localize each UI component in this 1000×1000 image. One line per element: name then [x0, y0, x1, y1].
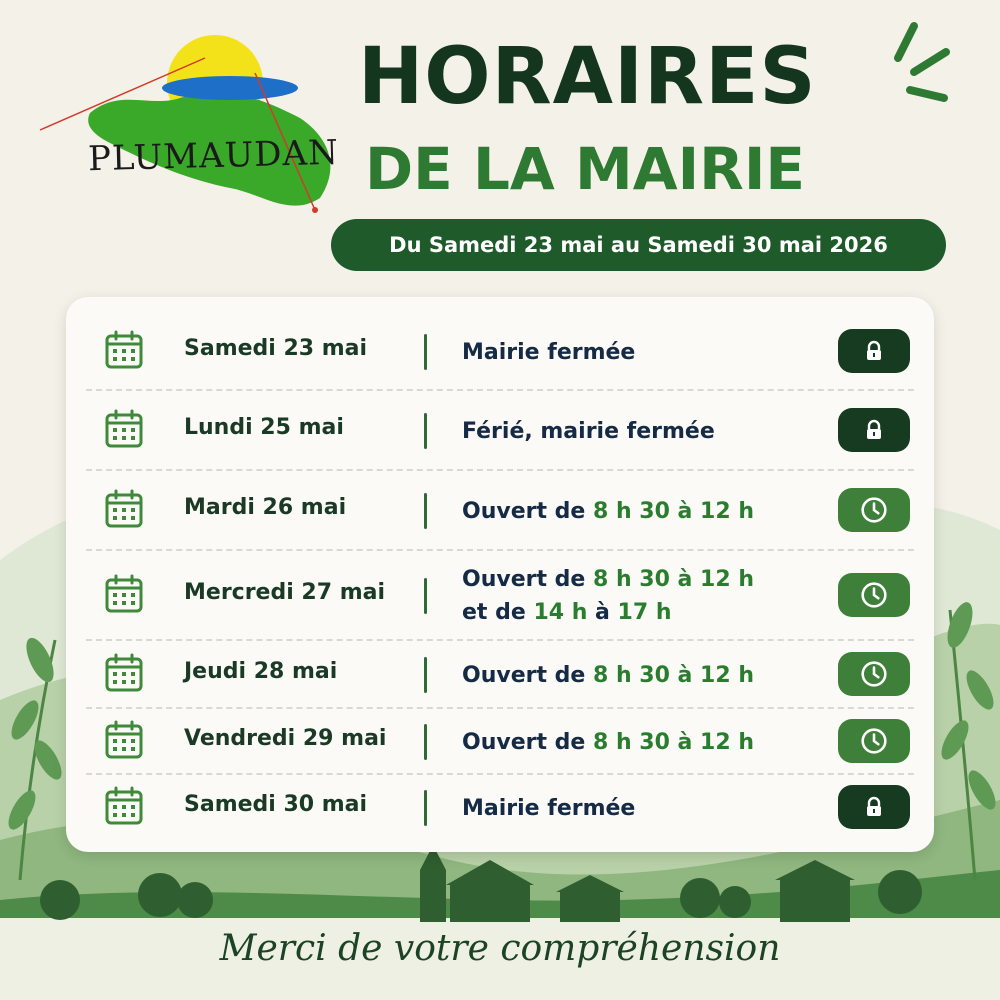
calendar-icon — [104, 330, 144, 370]
clock-icon — [838, 719, 910, 763]
calendar-icon — [104, 653, 144, 693]
time-range: 8 h 30 à 12 h — [592, 662, 754, 688]
row-separator — [424, 657, 427, 693]
schedule-status — [462, 336, 842, 369]
schedule-day: Jeudi 28 mai — [184, 659, 338, 684]
status-line — [462, 659, 842, 692]
status-text: Ouvert de — [462, 567, 593, 592]
time-range: 17 h — [617, 600, 672, 625]
calendar-icon — [104, 786, 144, 826]
status-text: Ouvert de — [462, 498, 593, 524]
status-line — [462, 726, 842, 759]
status-line — [462, 336, 842, 369]
row-separator — [424, 493, 427, 529]
plumaudan-logo — [30, 18, 350, 218]
calendar-icon — [104, 574, 144, 614]
schedule-day: Vendredi 29 mai — [184, 726, 387, 751]
time-range: 8 h 30 à 12 h — [592, 567, 754, 592]
clock-icon — [838, 573, 910, 617]
schedule-row — [86, 709, 914, 775]
status-text: et de — [462, 600, 534, 625]
status-line — [462, 563, 842, 596]
calendar-icon — [104, 720, 144, 760]
status-line — [462, 596, 842, 629]
lock-icon — [838, 785, 910, 829]
schedule-row — [86, 391, 914, 471]
logo-artwork — [30, 18, 350, 218]
calendar-icon — [104, 489, 144, 529]
schedule-row — [86, 313, 914, 391]
row-separator — [424, 413, 427, 449]
status-text: Ouvert de — [462, 729, 593, 755]
schedule-status — [462, 563, 842, 629]
row-separator — [424, 578, 427, 614]
schedule-status — [462, 792, 842, 825]
schedule-card — [66, 297, 934, 852]
schedule-day: Mardi 26 mai — [184, 495, 347, 520]
status-text: Férié, mairie fermée — [462, 418, 715, 444]
clock-icon — [838, 488, 910, 532]
lock-icon — [838, 329, 910, 373]
lock-icon — [838, 408, 910, 452]
schedule-row — [86, 471, 914, 551]
page-subtitle: DE LA MAIRIE — [365, 135, 806, 203]
schedule-day: Mercredi 27 mai — [184, 580, 386, 605]
schedule-row — [86, 775, 914, 841]
time-range: 14 h — [533, 600, 588, 625]
schedule-status — [462, 495, 842, 528]
status-line — [462, 495, 842, 528]
row-separator — [424, 790, 427, 826]
calendar-icon — [104, 409, 144, 449]
page-title: HORAIRES — [358, 32, 817, 122]
schedule-row — [86, 641, 914, 709]
sparkle-icon — [880, 20, 960, 110]
time-range: 8 h 30 à 12 h — [592, 498, 754, 524]
date-range-badge — [331, 219, 946, 271]
time-range: 8 h 30 à 12 h — [592, 729, 754, 755]
row-separator — [424, 724, 427, 760]
thanks-message: Merci de votre compréhension — [219, 928, 781, 969]
status-line — [462, 792, 842, 825]
schedule-day: Samedi 30 mai — [184, 792, 368, 817]
status-text: Ouvert de — [462, 662, 593, 688]
status-text: Mairie fermée — [462, 795, 636, 821]
date-range-text: Du Samedi 23 mai au Samedi 30 mai 2026 — [389, 233, 888, 257]
status-text: Mairie fermée — [462, 339, 636, 365]
schedule-day: Lundi 25 mai — [184, 415, 344, 440]
schedule-row — [86, 551, 914, 641]
status-line — [462, 415, 842, 448]
schedule-day: Samedi 23 mai — [184, 336, 368, 361]
schedule-status — [462, 659, 842, 692]
schedule-status — [462, 415, 842, 448]
clock-icon — [838, 652, 910, 696]
status-text: à — [587, 600, 618, 625]
row-separator — [424, 334, 427, 370]
schedule-status — [462, 726, 842, 759]
logo-wordmark: PLUMAUDAN — [87, 132, 340, 180]
